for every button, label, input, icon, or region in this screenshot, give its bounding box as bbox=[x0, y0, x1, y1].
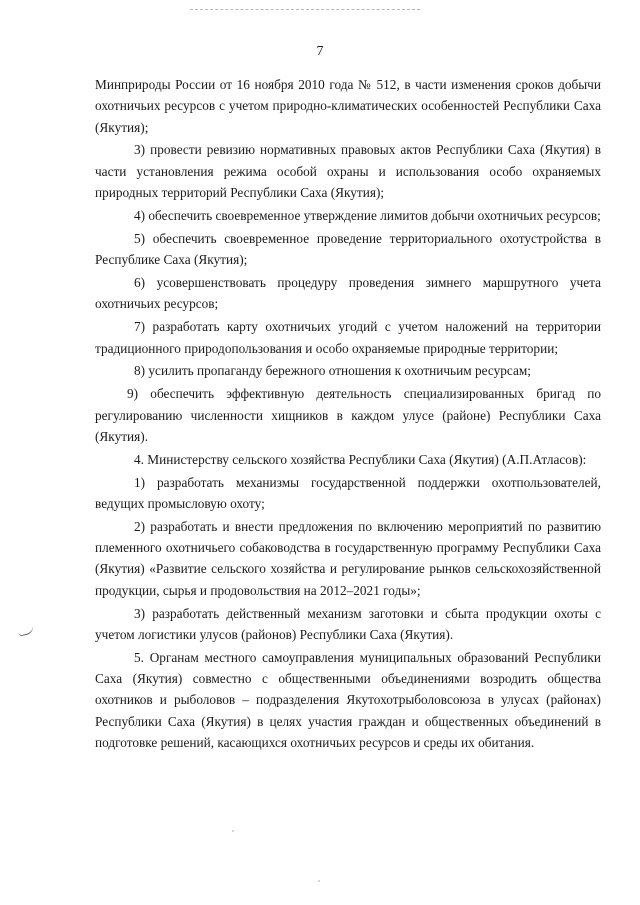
scan-speck bbox=[318, 880, 320, 882]
section-4-item-2: 2) разработать и внести предложения по включению мероприятий по развитию племенного охотничьего собаководства в государственную программу Республики Саха (Якутия) «Развитие сельского хозяйства и регулирование рынков сельскохозяйственной продукции, сырья и продовольствия на 2012–2021 годы»; bbox=[95, 518, 601, 598]
list-item-6: 6) усовершенствовать процедуру проведения зимнего маршрутного учета охотничьих ресурсов; bbox=[95, 275, 601, 312]
section-4-item-3: 3) разработать действенный механизм заготовки и сбыта продукции охоты с учетом логистики улусов (районов) Республики Саха (Якутия). bbox=[95, 605, 601, 642]
section-5-paragraph: 5. Органам местного самоуправления муниципальных образований Республики Саха (Якутия) совместно с общественными объединениями возродить общества охотников и рыболовов – подразделения Якутохотрыболовсоюза в улусах (районах) Республики Саха (Якутия) в целях участия граждан и общественных объединений в подготовке решений, касающихся охотничьих ресурсов и среды их обитания. bbox=[95, 649, 601, 751]
list-item-8: 8) усилить пропаганду бережного отношения к охотничьим ресурсам; bbox=[134, 363, 531, 379]
page-number: 7 bbox=[316, 44, 324, 59]
scan-speck bbox=[232, 830, 234, 832]
section-4-item-1: 1) разработать механизмы государственной поддержки охотпользователей, ведущих промысловую охоту; bbox=[95, 474, 601, 511]
scan-artifact-line bbox=[190, 9, 420, 10]
list-item-9: 9) обеспечить эффективную деятельность специализированных бригад по регулированию численности хищников в каждом улусе (районе) Республики Саха (Якутия). bbox=[95, 386, 601, 444]
document-body bbox=[95, 74, 601, 753]
list-item-5: 5) обеспечить своевременное проведение территориального охотустройства в Республике Саха (Якутия); bbox=[95, 230, 601, 268]
list-item-7: 7) разработать карту охотничьих угодий с учетом наложений на территории традиционного природопользования и особо охраняемые природные территории; bbox=[95, 319, 601, 356]
section-4-heading: 4. Министерству сельского хозяйства Республики Саха (Якутия) (А.П.Атласов): bbox=[134, 451, 587, 467]
list-item-3: 3) провести ревизию нормативных правовых актов Республики Саха (Якутия) в части установления режима особой охраны и использования особо охраняемых природных территорий Республики Саха (Якутия); bbox=[95, 142, 601, 201]
pen-mark bbox=[17, 624, 35, 636]
paragraph-continuation: Минприроды России от 16 ноября 2010 года № 512, в части изменения сроков добычи охотничьих ресурсов с учетом природно-климатических особенностей Республики Саха (Якутия); bbox=[95, 77, 601, 135]
list-item-4: 4) обеспечить своевременное утверждение лимитов добычи охотничьих ресурсов; bbox=[134, 207, 601, 223]
